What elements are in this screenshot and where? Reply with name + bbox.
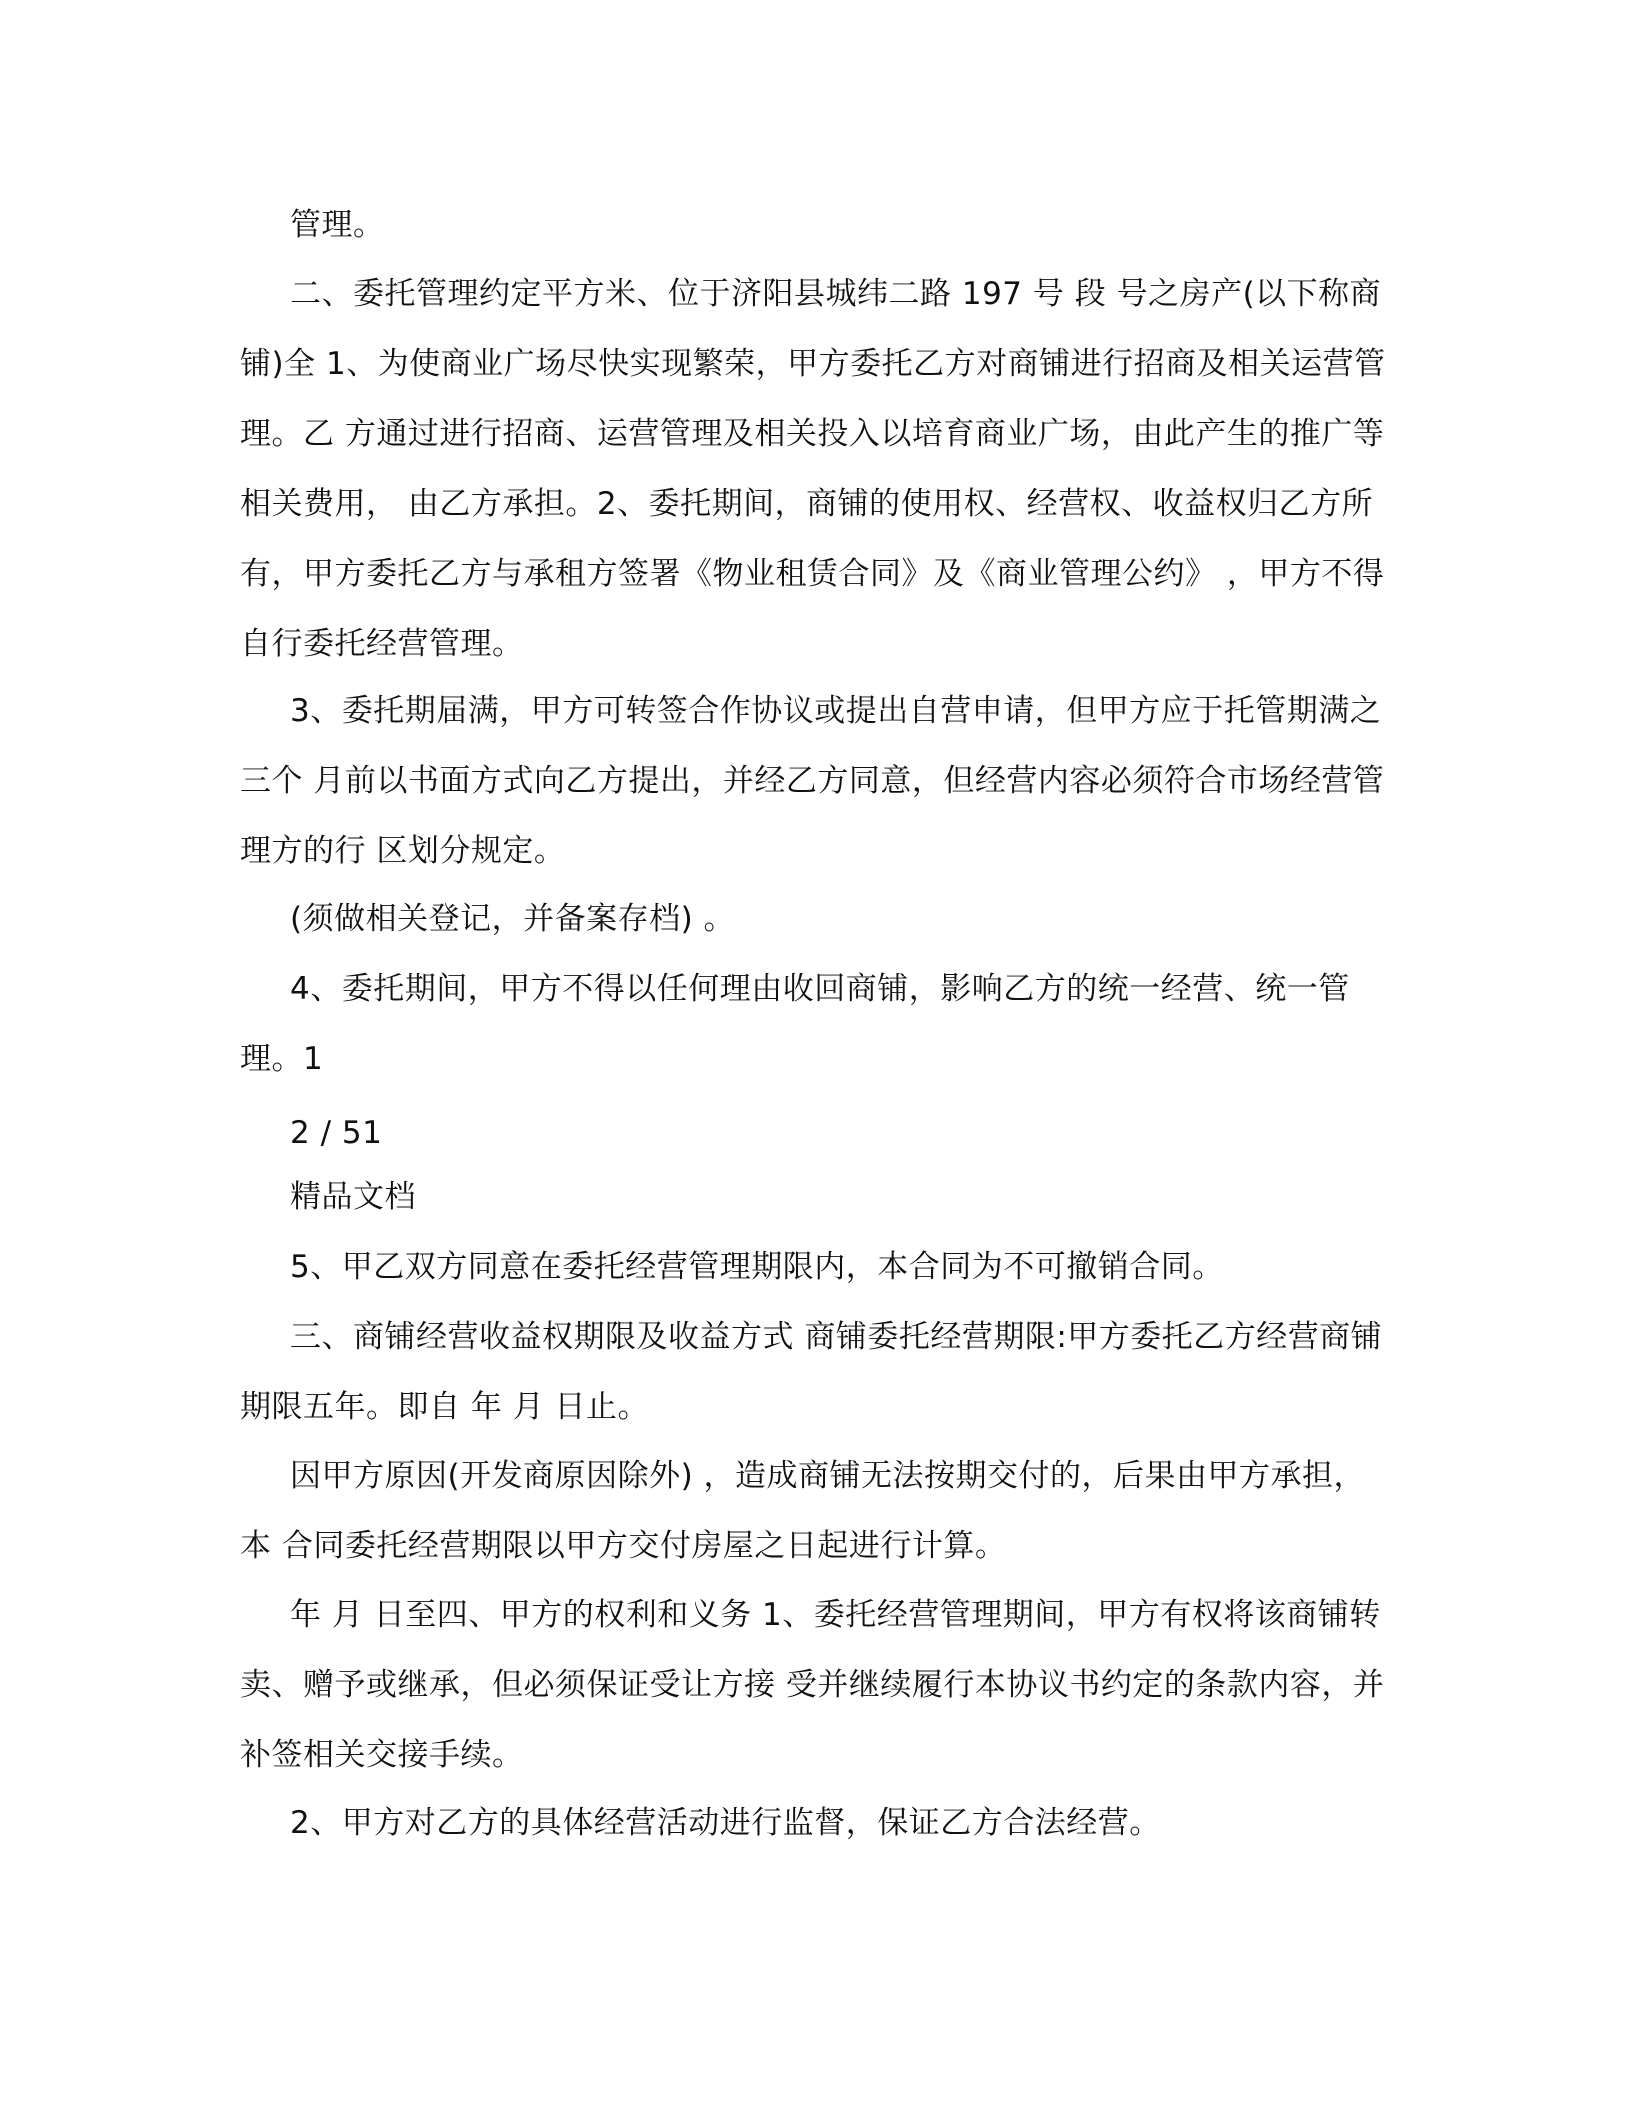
paragraph-9: 年 月 日至四、甲方的权利和义务 1、委托经营管理期间，甲方有权将该商铺转卖、赠予或继承，但必须保证受让方接 受并继续履行本协议书约定的条款内容，并补签相关交接手续。 bbox=[240, 1597, 1385, 1773]
paragraph-4: (须做相关登记，并备案存档) 。 bbox=[290, 901, 736, 937]
paragraph-7: 三、商铺经营收益权期限及收益方式 商铺委托经营期限:甲方委托乙方经营商铺期限五年。即自 年 月 日止。 bbox=[240, 1319, 1383, 1425]
document-label: 精品文档 bbox=[290, 1179, 416, 1215]
page-number: 2 / 51 bbox=[290, 1115, 383, 1151]
paragraph-2: 二、委托管理约定平方米、位于济阳县城纬二路 197 号 段 号之房产(以下称商铺)全 1、为使商业广场尽快实现繁荣，甲方委托乙方对商铺进行招商及相关运营管理。乙 方通过进行招商、运营管理及相关投入以培育商业广场，由此产生的推广等相关费用， 由乙方承担。2、委托期间，商铺的使用权、经营权、收益权归乙方所有，甲方委托乙方与承租方签署《物业租赁合同》及《商业管理公约》 ，甲方不得自行委托经营管理。 bbox=[240, 276, 1386, 662]
paragraph-6: 5、甲乙双方同意在委托经营管理期限内，本合同为不可撤销合同。 bbox=[290, 1249, 1224, 1285]
paragraph-5: 4、委托期间，甲方不得以任何理由收回商铺，影响乙方的统一经营、统一管理。1 bbox=[240, 971, 1350, 1077]
paragraph-1: 管理。 bbox=[290, 207, 385, 243]
paragraph-3: 3、委托期届满，甲方可转签合作协议或提出自营申请，但甲方应于托管期满之三个 月前以书面方式向乙方提出，并经乙方同意，但经营内容必须符合市场经营管理方的行 区划分规定。 bbox=[240, 693, 1385, 869]
paragraph-10: 2、甲方对乙方的具体经营活动进行监督，保证乙方合法经营。 bbox=[290, 1805, 1161, 1841]
paragraph-8: 因甲方原因(开发商原因除外) ，造成商铺无法按期交付的，后果由甲方承担，本 合同委托经营期限以甲方交付房屋之日起进行计算。 bbox=[240, 1458, 1366, 1564]
